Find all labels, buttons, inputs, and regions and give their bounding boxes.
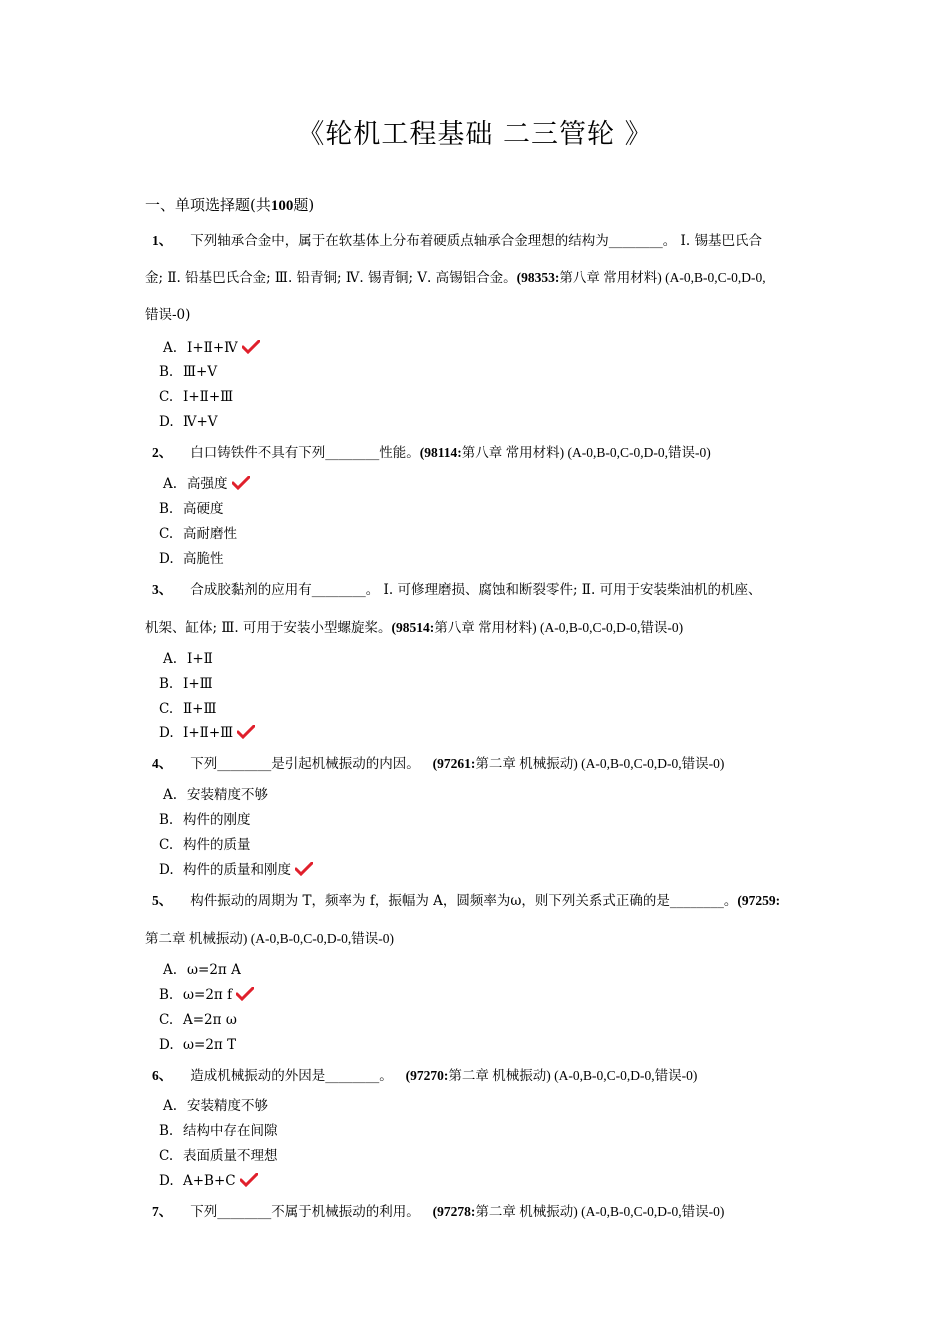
section-heading — [145, 194, 314, 215]
question-text: 合成胶黏剂的应用有________。 Ⅰ. 可修理磨损、腐蚀和断裂零件; Ⅱ. 可用于安装柴油机的机座、 — [190, 582, 762, 598]
question-meta: 第二章 机械振动) (A-0,B-0,C-0,D-0,错误-0) — [475, 756, 725, 771]
option-b[interactable]: B. ω=2π f — [159, 986, 254, 1006]
question-meta: 第八章 常用材料) (A-0,B-0,C-0,D-0,错误-0) — [434, 620, 684, 635]
question-text: 下列________不属于机械振动的利用。 — [190, 1204, 420, 1220]
question-code: (98353: — [516, 270, 560, 285]
question-3-line-2 — [145, 619, 683, 637]
question-text: 构件振动的周期为 T，频率为 f，振幅为 A，圆频率为ω，则下列关系式正确的是________。 — [190, 893, 738, 909]
option-b[interactable]: B. Ⅰ+Ⅲ — [159, 676, 213, 692]
option-a[interactable]: A. Ⅰ+Ⅱ+Ⅳ — [163, 339, 260, 359]
option-c[interactable]: C. Ⅰ+Ⅱ+Ⅲ — [159, 389, 234, 405]
option-a[interactable]: A. 安装精度不够 — [163, 1098, 268, 1114]
check-mark-icon — [242, 340, 260, 359]
option-a[interactable]: A. 高强度 — [163, 475, 250, 495]
option-d[interactable]: D. Ⅰ+Ⅱ+Ⅲ — [159, 724, 255, 744]
check-mark-icon — [295, 862, 313, 881]
option-b[interactable]: B. Ⅲ+Ⅴ — [159, 364, 218, 380]
option-d[interactable]: D. ω=2π T — [159, 1037, 237, 1053]
question-number: 2、 — [152, 445, 173, 460]
section-count: 100 — [270, 198, 294, 214]
option-d[interactable]: D. 高脆性 — [159, 551, 224, 567]
question-5-line-1 — [152, 892, 780, 910]
option-a[interactable]: A. 安装精度不够 — [163, 787, 268, 803]
question-3-line-1 — [152, 581, 762, 599]
question-5-line-2 — [145, 930, 394, 948]
option-a[interactable]: A. Ⅰ+Ⅱ — [163, 651, 213, 667]
question-6-line-1 — [152, 1067, 697, 1085]
check-mark-icon — [240, 1173, 258, 1192]
question-code: (98514: — [391, 620, 435, 635]
question-text: 下列________是引起机械振动的内因。 — [190, 756, 420, 772]
question-code: (98114: — [419, 445, 462, 460]
question-2-line-1 — [152, 444, 711, 462]
question-meta: 第二章 机械振动) (A-0,B-0,C-0,D-0,错误-0) — [448, 1068, 698, 1083]
question-text: 金; Ⅱ. 铅基巴氏合金; Ⅲ. 铅青铜; Ⅳ. 锡青铜; Ⅴ. 高锡铝合金。 — [145, 270, 517, 286]
option-b[interactable]: B. 高硬度 — [159, 501, 224, 517]
question-1-line-1 — [152, 232, 762, 250]
section-prefix: 一、单项选择题(共 — [145, 196, 271, 214]
question-text: 错误-0) — [145, 307, 191, 323]
option-d[interactable]: D. Ⅳ+Ⅴ — [159, 414, 218, 430]
option-d[interactable]: D. 构件的质量和刚度 — [159, 861, 313, 881]
question-text: 机架、缸体; Ⅲ. 可用于安装小型螺旋桨。 — [145, 620, 392, 636]
question-number: 6、 — [152, 1068, 173, 1083]
question-number: 1、 — [152, 233, 173, 248]
option-c[interactable]: C. 表面质量不理想 — [159, 1148, 278, 1164]
option-a[interactable]: A. ω=2π A — [163, 962, 241, 978]
question-code: (97270: — [405, 1068, 449, 1083]
question-text: 白口铸铁件不具有下列________性能。 — [190, 445, 420, 461]
question-meta: 第二章 机械振动) (A-0,B-0,C-0,D-0,错误-0) — [475, 1204, 725, 1219]
page-title: 《轮机工程基础 二三管轮 》 — [297, 119, 653, 150]
option-c[interactable]: C. A=2π ω — [159, 1012, 237, 1028]
check-mark-icon — [236, 987, 254, 1006]
question-code: (97261: — [432, 756, 476, 771]
question-code: (97278: — [432, 1204, 476, 1219]
question-number: 3、 — [152, 582, 173, 597]
question-meta: 第八章 常用材料) (A-0,B-0,C-0,D-0, — [559, 270, 766, 285]
option-b[interactable]: B. 结构中存在间隙 — [159, 1123, 278, 1139]
question-code: (97259: — [737, 893, 781, 908]
question-number: 4、 — [152, 756, 173, 771]
question-7-line-1 — [152, 1203, 724, 1221]
check-mark-icon — [237, 725, 255, 744]
question-number: 7、 — [152, 1204, 173, 1219]
question-number: 5、 — [152, 893, 173, 908]
question-4-line-1 — [152, 755, 724, 773]
option-c[interactable]: C. 构件的质量 — [159, 837, 251, 853]
section-suffix: 题) — [293, 196, 315, 214]
option-c[interactable]: C. 高耐磨性 — [159, 526, 237, 542]
question-meta: 第二章 机械振动) (A-0,B-0,C-0,D-0,错误-0) — [145, 931, 394, 946]
question-1-line-2 — [145, 269, 766, 287]
option-d[interactable]: D. A+B+C — [159, 1172, 258, 1192]
question-text: 下列轴承合金中，属于在软基体上分布着硬质点轴承合金理想的结构为________。 Ⅰ. 锡基巴氏合 — [190, 233, 762, 249]
question-text: 造成机械振动的外因是________。 — [190, 1068, 393, 1084]
check-mark-icon — [232, 476, 250, 495]
question-meta: 第八章 常用材料) (A-0,B-0,C-0,D-0,错误-0) — [461, 445, 711, 460]
question-1-line-3 — [145, 306, 190, 324]
option-b[interactable]: B. 构件的刚度 — [159, 812, 251, 828]
option-c[interactable]: C. Ⅱ+Ⅲ — [159, 701, 217, 717]
